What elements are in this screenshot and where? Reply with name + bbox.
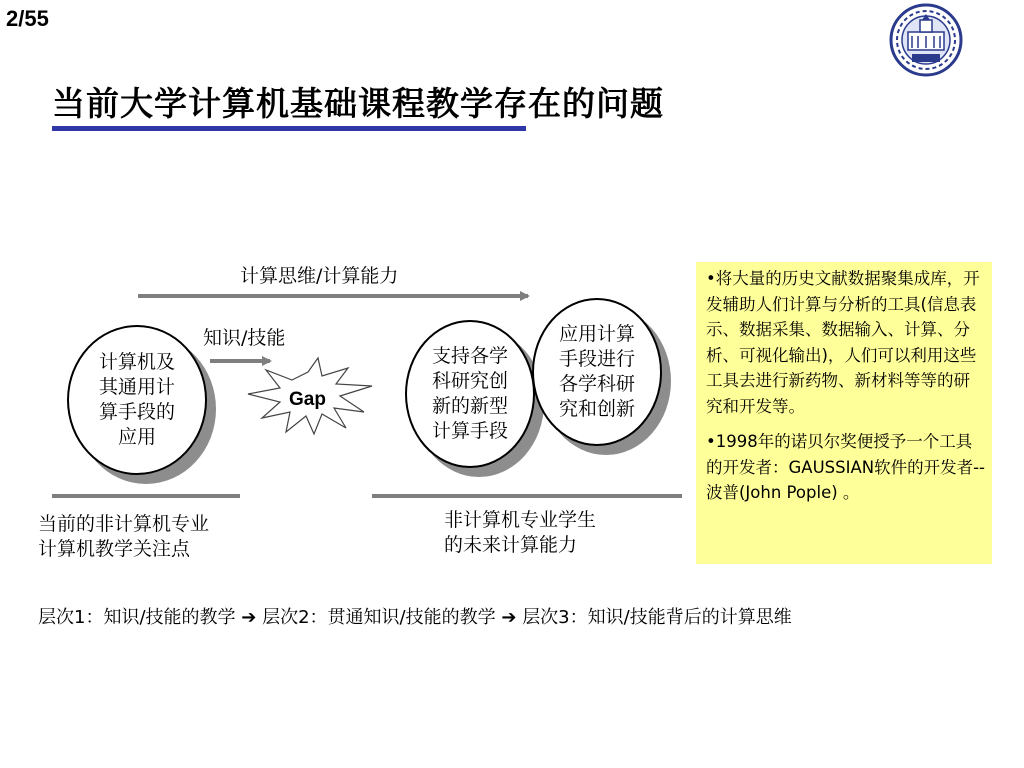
arrow-right-icon: ➔: [501, 607, 517, 628]
small-arrow-label: 知识/技能: [203, 327, 286, 349]
circle-line: 支持各学: [431, 345, 508, 367]
arrow-right-icon: ➔: [241, 607, 257, 628]
circle-line: 算手段的: [98, 401, 175, 423]
caption-line: 的未来计算能力: [444, 534, 578, 556]
circle-line: 各学科研: [558, 373, 635, 395]
level-3-text: ：知识/技能背后的计算思维: [569, 607, 792, 628]
note-paragraph-1: •将大量的历史文献数据聚集成库，开发辅助人们计算与分析的工具(信息表示、数据采集、数据输入、计算、分析、可视化输出)，人们可以利用这些工具去进行新药物、新材料等等的研究和开发等。: [706, 269, 980, 416]
caption-line: 当前的非计算机专业: [38, 513, 210, 535]
circle-line: 应用计算: [558, 323, 635, 345]
level-2-text: ：贯通知识/技能的教学: [309, 607, 496, 628]
circle-line: 手段进行: [558, 348, 635, 370]
circle-line: 科研究创: [431, 370, 508, 392]
note-text: [706, 266, 986, 516]
circle-face: [67, 325, 207, 475]
level-3-head: 层次3: [522, 607, 570, 628]
circle-face: [405, 320, 535, 468]
circle-line: 新的新型: [431, 395, 508, 417]
circle-line: 计算手段: [431, 420, 508, 442]
levels-line: [38, 603, 792, 629]
circle-face: [532, 298, 662, 446]
note-paragraph-2: •1998年的诺贝尔奖便授予一个工具的开发者：GAUSSIAN软件的开发者--波普(John Pople) 。: [706, 432, 986, 502]
level-1-head: 层次1: [38, 607, 86, 628]
circle-research-innovation: [532, 298, 662, 446]
circle-current-application: [67, 325, 207, 475]
level-1-text: ：知识/技能的教学: [85, 607, 236, 628]
circle-line: 其通用计: [98, 376, 175, 398]
university-emblem-icon: [886, 2, 966, 78]
left-caption: [38, 512, 209, 562]
circle-line: 计算机及: [98, 351, 175, 373]
gap-label: Gap: [289, 389, 326, 410]
circle-line: 应用: [117, 426, 156, 448]
page-title: 当前大学计算机基础课程教学存在的问题: [52, 84, 664, 123]
caption-line: 非计算机专业学生: [444, 509, 597, 531]
top-arrow-label: 计算思维/计算能力: [240, 265, 399, 287]
level-2-head: 层次2: [262, 607, 310, 628]
caption-line: 计算机教学关注点: [38, 538, 191, 560]
page-number: 2/55: [6, 6, 49, 31]
circle-line: 究和创新: [558, 398, 635, 420]
right-caption: [444, 508, 596, 558]
circle-new-means: [405, 320, 535, 468]
